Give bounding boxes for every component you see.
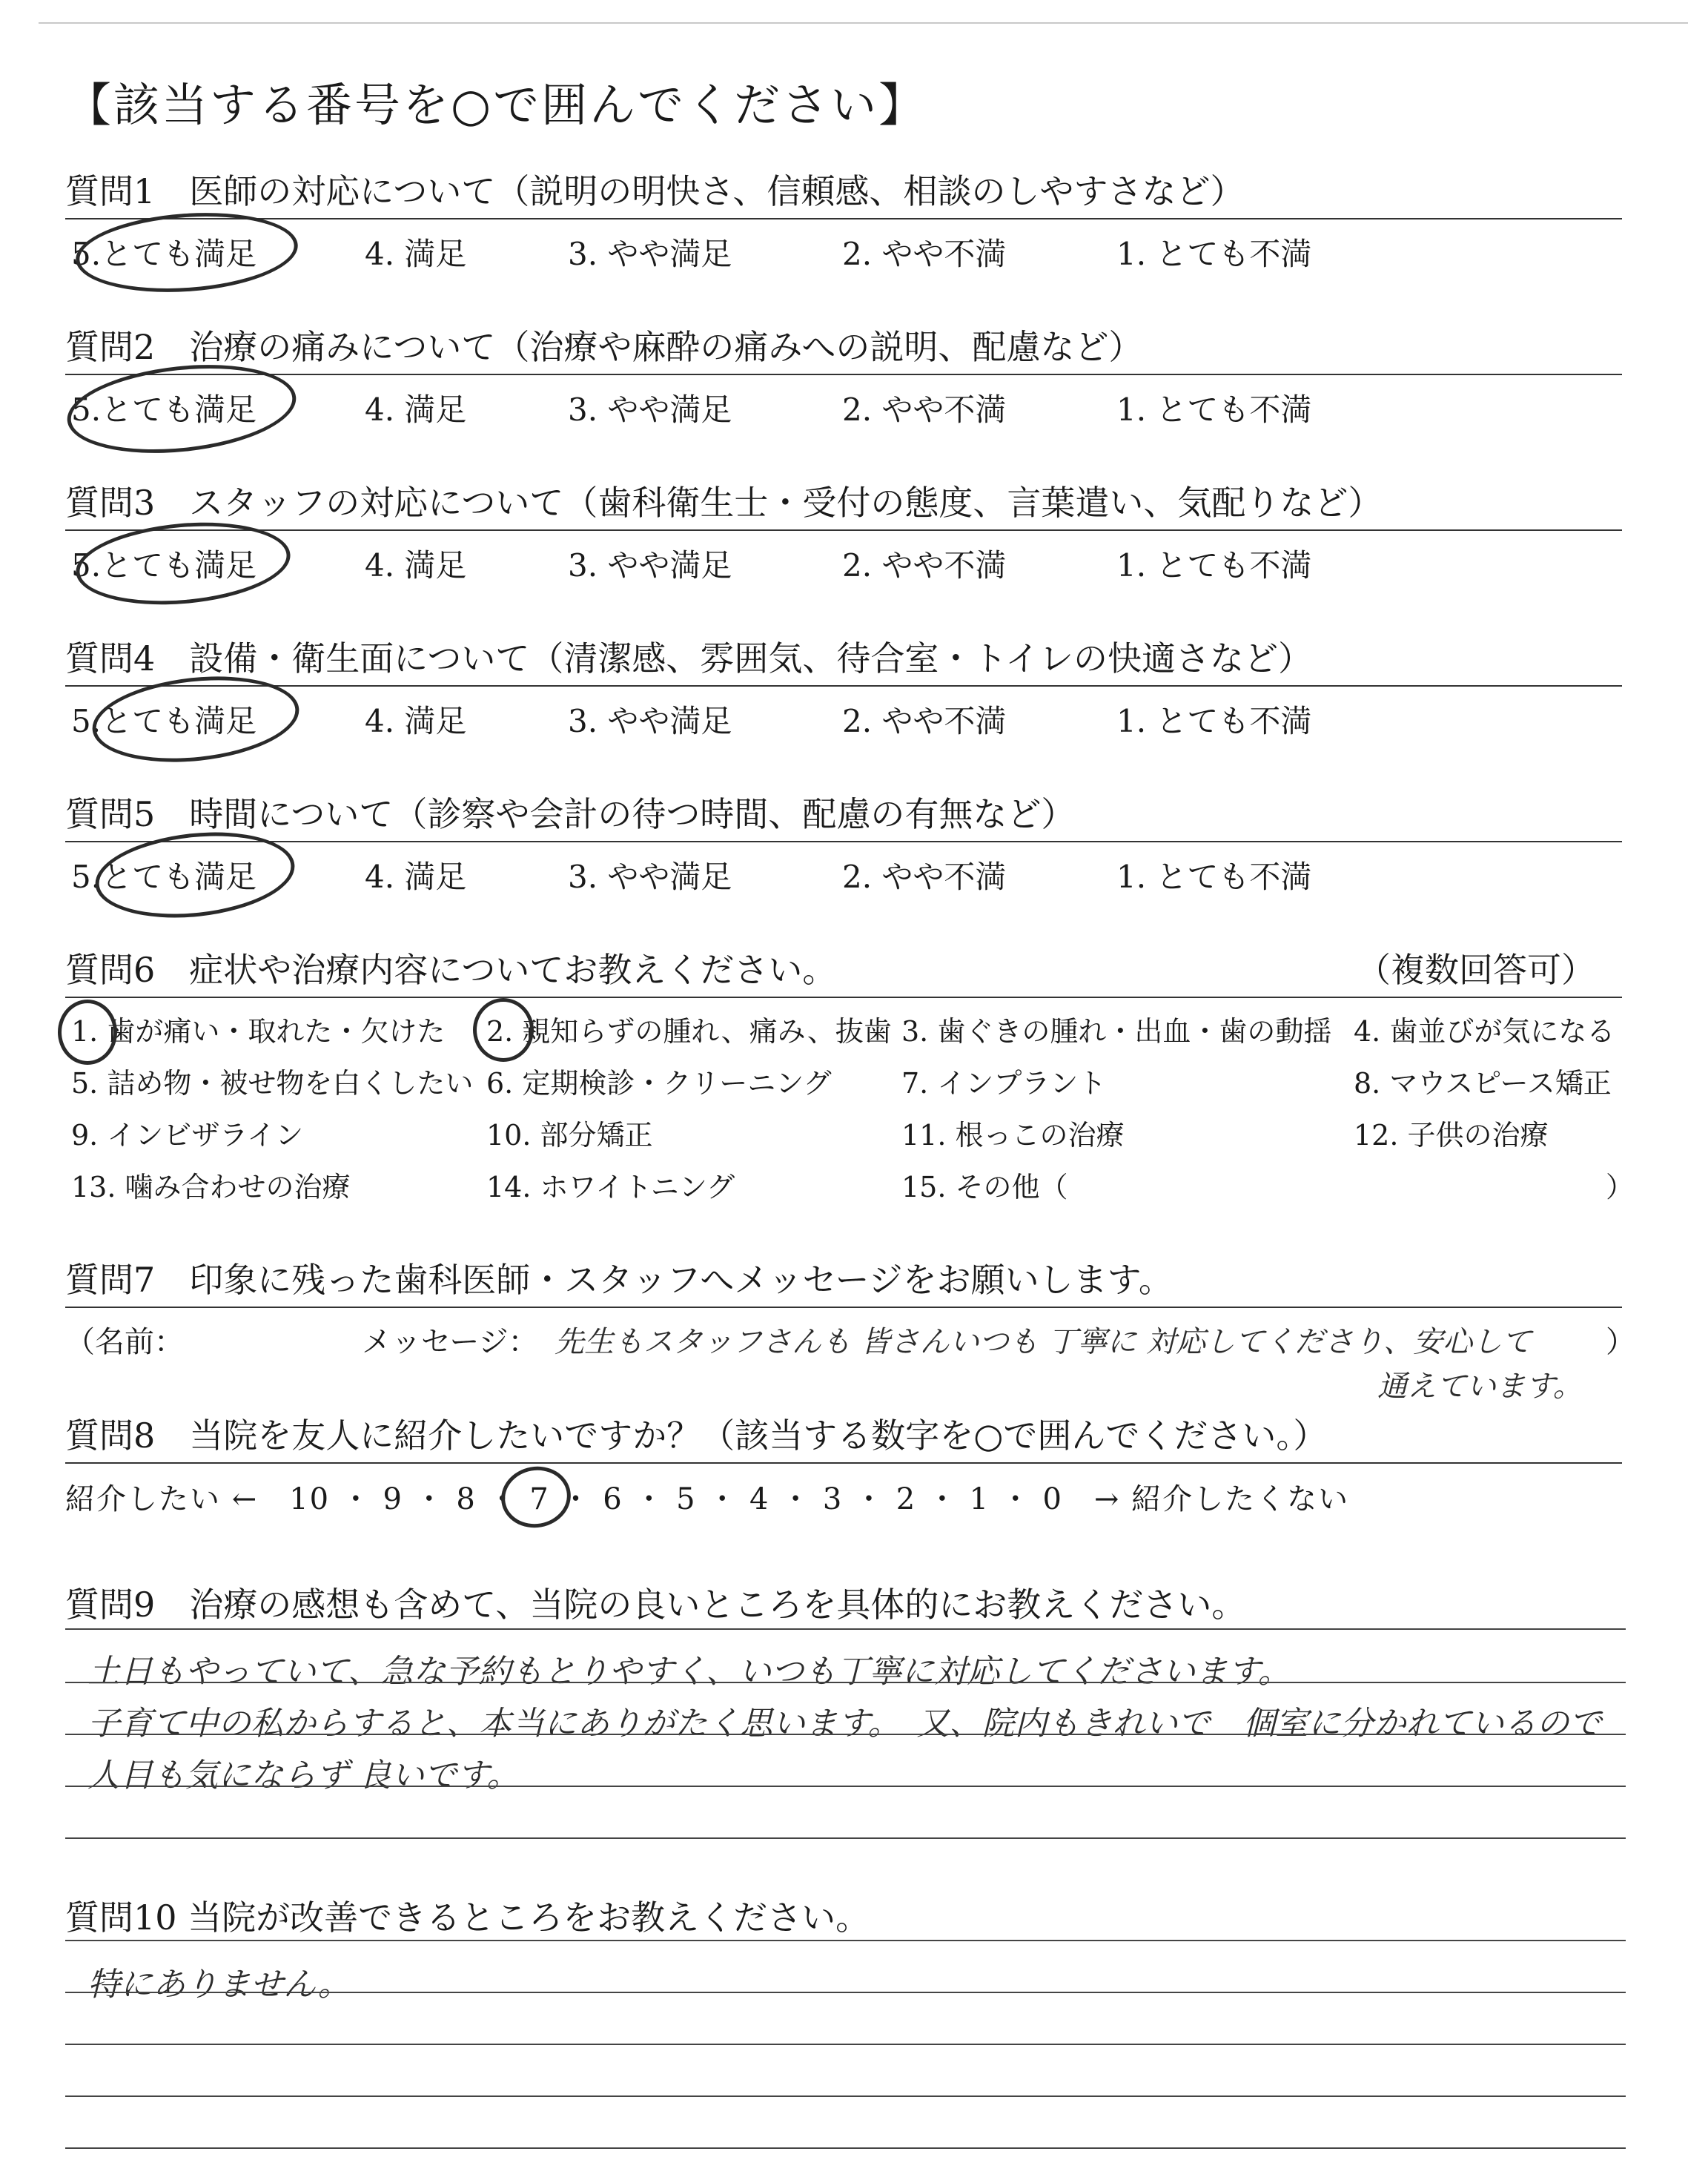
option-4[interactable]: 4. 満足	[365, 859, 467, 895]
divider	[65, 685, 1622, 687]
selection-circle	[91, 823, 299, 927]
option-4[interactable]: 4. 満足	[365, 547, 467, 584]
q6-option-6[interactable]: 6. 定期検診・クリーニング	[486, 1067, 832, 1100]
selection-circle-q6-2	[473, 998, 534, 1062]
option-1[interactable]: 1. とても不満	[1116, 392, 1312, 428]
page-header: 【該当する番号を○で囲んでください】	[65, 78, 927, 132]
divider	[65, 374, 1622, 375]
option-5[interactable]: 5.とても満足	[71, 236, 257, 272]
option-1[interactable]: 1. とても不満	[1116, 547, 1312, 584]
divider	[65, 1462, 1622, 1464]
answer-line	[65, 2044, 1626, 2045]
option-1[interactable]: 1. とても不満	[1116, 236, 1312, 272]
option-3[interactable]: 3. やや満足	[568, 236, 732, 272]
handwritten-message-line-2: 通えています。	[1377, 1370, 1583, 1404]
selection-circle	[63, 354, 300, 463]
option-1[interactable]: 1. とても不満	[1116, 703, 1312, 739]
answer-line	[65, 1940, 1626, 1941]
question-10-title: 質問10 当院が改善できるところをお教えください。	[65, 1898, 870, 1938]
answer-line	[65, 2095, 1626, 2097]
question-6-note: （複数回答可）	[1357, 950, 1595, 990]
option-2[interactable]: 2. やや不満	[842, 859, 1007, 895]
option-2[interactable]: 2. やや不満	[842, 703, 1007, 739]
q6-option-5[interactable]: 5. 詰め物・被せ物を白くしたい	[71, 1067, 474, 1100]
question-3-title: 質問3 スタッフの対応について（歯科衛生士・受付の態度、言葉遣い、気配りなど）	[65, 483, 1383, 523]
message-label: メッセージ：	[362, 1325, 538, 1359]
selection-circle-q6-1	[58, 1000, 117, 1065]
q6-option-14[interactable]: 14. ホワイトニング	[486, 1171, 735, 1203]
recommend-scale[interactable]: 紹介したい ← 10 ・ 9 ・ 8 ・ 7 ・ 6 ・ 5 ・ 4 ・ 3 ・ 2 ・ 1 ・ 0 → 紹介したくない	[65, 1482, 1350, 1516]
selection-circle-q8	[497, 1461, 576, 1533]
divider	[65, 1307, 1622, 1308]
answer-line	[65, 1682, 1626, 1683]
option-3[interactable]: 3. やや満足	[568, 392, 732, 428]
handwritten-answer-line-1: 土日もやっていて、急な予約もとりやすく、いつも丁寧に対応してくださいます。	[87, 1653, 1291, 1691]
option-2[interactable]: 2. やや不満	[842, 236, 1007, 272]
option-2[interactable]: 2. やや不満	[842, 547, 1007, 584]
divider	[65, 997, 1622, 998]
option-5[interactable]: 5.とても満足	[71, 547, 257, 584]
q6-option-8[interactable]: 8. マウスピース矯正	[1354, 1067, 1612, 1100]
question-6-title: 質問6 症状や治療内容についてお教えください。	[65, 950, 837, 990]
question-8-title: 質問8 当院を友人に紹介したいですか？（該当する数字を○で囲んでください。）	[65, 1416, 1328, 1456]
question-9-title: 質問9 治療の感想も含めて、当院の良いところを具体的にお教えください。	[65, 1585, 1246, 1625]
answer-line	[65, 1837, 1626, 1839]
option-4[interactable]: 4. 満足	[365, 392, 467, 428]
handwritten-answer-line-3: 人目も気にならず 良いです。	[87, 1757, 520, 1794]
option-4[interactable]: 4. 満足	[365, 703, 467, 739]
handwritten-answer-line-2: 子育て中の私からすると、本当にありがたく思います。 又、院内もきれいで 個室に分かれているので	[87, 1705, 1602, 1743]
option-3[interactable]: 3. やや満足	[568, 703, 732, 739]
option-2[interactable]: 2. やや不満	[842, 392, 1007, 428]
q6-option-9[interactable]: 9. インビザライン	[71, 1119, 304, 1152]
handwritten-message-line-1: 先生もスタッフさんも 皆さんいつも 丁寧に 対応してくださり、安心して	[555, 1325, 1532, 1359]
divider	[65, 218, 1622, 219]
question-4-title: 質問4 設備・衛生面について（清潔感、雰囲気、待合室・トイレの快適さなど）	[65, 638, 1313, 678]
option-3[interactable]: 3. やや満足	[568, 547, 732, 584]
q6-option-10[interactable]: 10. 部分矯正	[486, 1119, 653, 1152]
option-5[interactable]: 5.とても満足	[71, 703, 257, 739]
name-label: （名前：	[65, 1325, 184, 1359]
q6-option-4[interactable]: 4. 歯並びが気になる	[1354, 1015, 1615, 1048]
question-2-title: 質問2 治療の痛みについて（治療や麻酔の痛みへの説明、配慮など）	[65, 327, 1143, 367]
question-10	[65, 1891, 1622, 2158]
option-5[interactable]: 5.とても満足	[71, 859, 257, 895]
selection-circle	[73, 206, 301, 300]
q6-option-3[interactable]: 3. 歯ぐきの腫れ・出血・歯の動揺	[901, 1015, 1332, 1048]
question-8	[65, 1409, 1622, 1527]
divider	[65, 841, 1622, 842]
q6-option-2[interactable]: 2. 親知らずの腫れ、痛み、抜歯	[486, 1015, 892, 1048]
question-5-title: 質問5 時間について（診察や会計の待つ時間、配慮の有無など）	[65, 794, 1076, 834]
question-1-title: 質問1 医師の対応について（説明の明快さ、信頼感、相談のしやすさなど）	[65, 171, 1245, 211]
selection-circle	[88, 667, 303, 772]
question-9	[65, 1578, 1622, 1860]
option-1[interactable]: 1. とても不満	[1116, 859, 1312, 895]
q6-option-15-close: ）	[1606, 1171, 1635, 1203]
q6-option-15[interactable]: 15. その他（	[901, 1171, 1068, 1203]
answer-line	[65, 2147, 1626, 2149]
answer-line	[65, 1786, 1626, 1787]
q6-option-11[interactable]: 11. 根っこの治療	[901, 1119, 1125, 1152]
q6-option-1[interactable]: 1. 歯が痛い・取れた・欠けた	[71, 1015, 446, 1048]
divider	[65, 529, 1622, 531]
answer-line	[65, 1628, 1626, 1630]
question-6	[65, 943, 1635, 1210]
question-7-title: 質問7 印象に残った歯科医師・スタッフへメッセージをお願いします。	[65, 1260, 1173, 1300]
message-close-paren: ）	[1606, 1325, 1635, 1359]
q6-option-13[interactable]: 13. 噛み合わせの治療	[71, 1171, 351, 1203]
q6-option-7[interactable]: 7. インプラント	[901, 1067, 1107, 1100]
handwritten-answer-q10: 特にありません。	[87, 1966, 351, 2004]
option-5[interactable]: 5.とても満足	[71, 392, 257, 428]
option-3[interactable]: 3. やや満足	[568, 859, 732, 895]
question-7	[65, 1253, 1635, 1404]
top-border	[39, 22, 1688, 24]
answer-line	[65, 1734, 1626, 1735]
answer-line	[65, 1992, 1626, 1993]
q6-option-12[interactable]: 12. 子供の治療	[1354, 1119, 1549, 1152]
option-4[interactable]: 4. 満足	[365, 236, 467, 272]
